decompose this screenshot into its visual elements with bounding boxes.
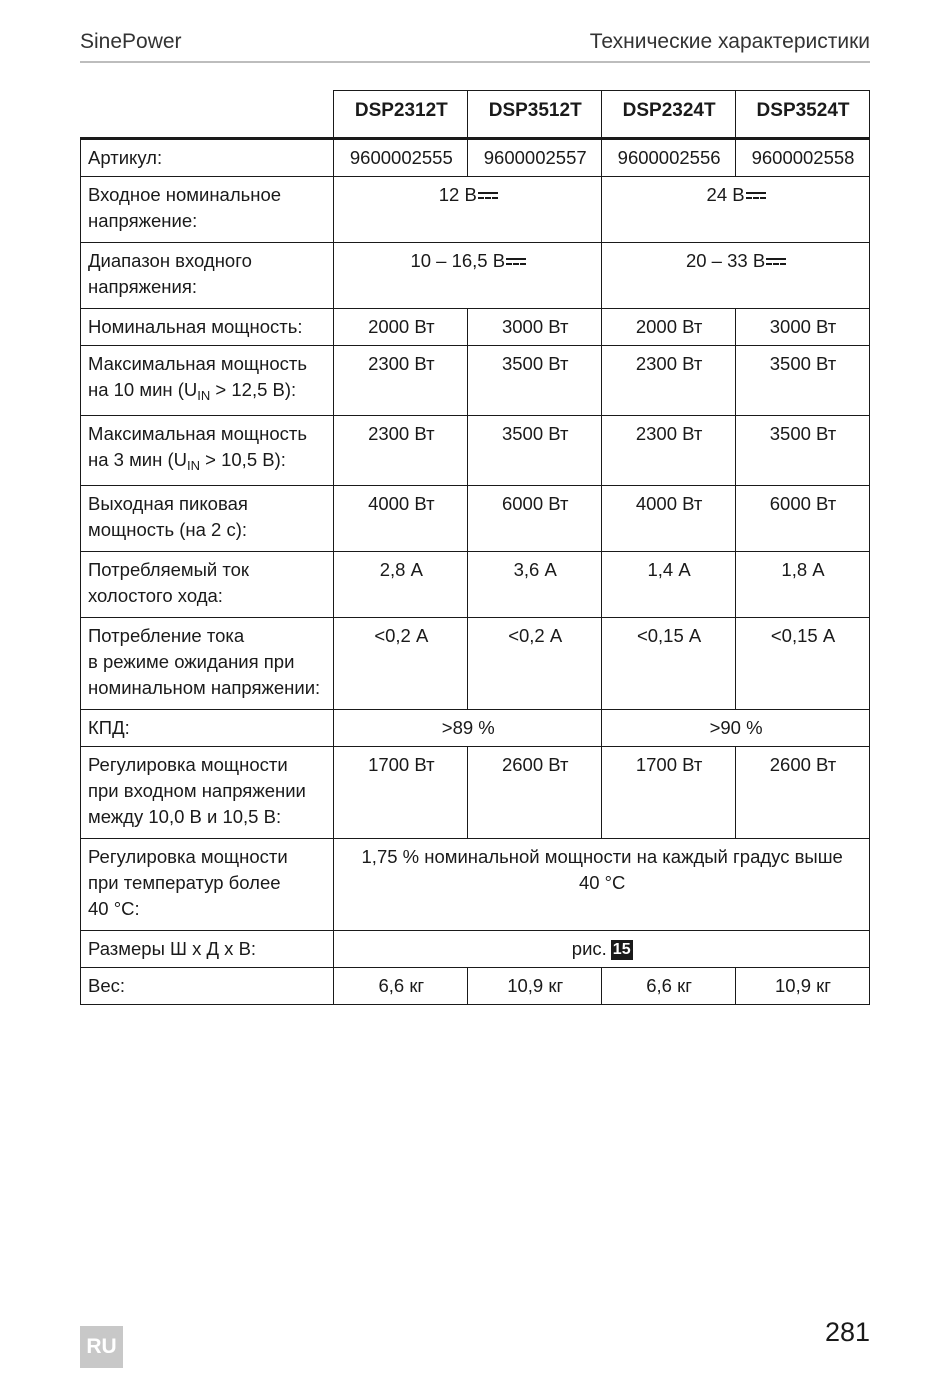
table-row [81, 552, 870, 618]
table-cell: <0,2 А [468, 618, 602, 710]
table-cell: 6,6 кг [334, 968, 468, 1005]
row-label-line: > 12,5 В): [210, 379, 297, 400]
table-cell: 2300 Вт [602, 346, 736, 416]
table-cell: 2300 Вт [602, 416, 736, 486]
model-header: DSP2324T [602, 91, 736, 139]
table-cell: 2600 Вт [736, 747, 870, 839]
row-label-line: Выходная пиковая [88, 493, 248, 514]
dc-voltage-icon [766, 257, 786, 267]
cell-text: 10 – 16,5 В [410, 250, 506, 271]
model-header: DSP3512T [468, 91, 602, 139]
table-cell [334, 243, 602, 309]
page-number: 281 [824, 1317, 870, 1347]
table-row [81, 177, 870, 243]
table-cell: <0,2 А [334, 618, 468, 710]
row-label [81, 346, 334, 416]
table-cell: 6000 Вт [736, 486, 870, 552]
row-label-line: напряжения: [88, 276, 197, 297]
row-label-line: напряжение: [88, 210, 198, 231]
table-row [81, 486, 870, 552]
table-cell: 3000 Вт [736, 309, 870, 346]
table-cell [334, 839, 870, 931]
header-empty-cell [81, 91, 334, 139]
table-cell: 2600 Вт [468, 747, 602, 839]
table-cell: 10,9 кг [468, 968, 602, 1005]
table-cell: 10,9 кг [736, 968, 870, 1005]
cell-text: 1,75 % номинальной мощности на каждый градус выше [361, 846, 843, 867]
spec-table [80, 90, 870, 1005]
row-label-line: Регулировка мощности [88, 754, 288, 775]
table-cell: >90 % [602, 710, 870, 747]
figure-reference[interactable]: 15 [612, 941, 631, 958]
language-badge: RU [80, 1326, 123, 1368]
table-row [81, 139, 870, 177]
table-cell: 2300 Вт [334, 416, 468, 486]
table-cell: 2,8 А [334, 552, 468, 618]
table-row [81, 416, 870, 486]
row-label: Артикул: [81, 139, 334, 177]
table-row [81, 931, 870, 968]
row-label-line: Максимальная мощность [88, 353, 307, 374]
table-cell: 3500 Вт [736, 416, 870, 486]
table-cell: 9600002556 [602, 139, 736, 177]
dc-voltage-icon [478, 191, 498, 201]
header-divider [80, 61, 870, 63]
table-cell: 9600002555 [334, 139, 468, 177]
table-cell: 1700 Вт [334, 747, 468, 839]
row-label [81, 747, 334, 839]
row-label [81, 839, 334, 931]
row-label-line: Потребление тока [88, 625, 245, 646]
table-cell: 3500 Вт [468, 346, 602, 416]
row-label [81, 552, 334, 618]
cell-text: 40 °C [578, 872, 626, 893]
subscript: IN [197, 388, 211, 403]
table-cell: 3500 Вт [736, 346, 870, 416]
row-label [81, 243, 334, 309]
table-cell [334, 931, 870, 968]
table-cell: 6000 Вт [468, 486, 602, 552]
table-cell: 4000 Вт [334, 486, 468, 552]
table-row [81, 968, 870, 1005]
table-cell: 9600002557 [468, 139, 602, 177]
table-cell [334, 177, 602, 243]
dc-voltage-icon [506, 257, 526, 267]
table-cell: 2300 Вт [334, 346, 468, 416]
row-label-line: 40 °C: [88, 898, 140, 919]
table-row [81, 839, 870, 931]
row-label-line: Максимальная мощность [88, 423, 307, 444]
row-label-line: > 10,5 В): [200, 449, 286, 470]
table-cell: 3500 Вт [468, 416, 602, 486]
row-label-line: Входное номинальное [88, 184, 282, 205]
table-cell: 9600002558 [736, 139, 870, 177]
table-cell: 3,6 А [468, 552, 602, 618]
table-row [81, 346, 870, 416]
header-title: SinePower [80, 30, 182, 53]
row-label: Номинальная мощность: [81, 309, 334, 346]
table-cell: <0,15 А [736, 618, 870, 710]
cell-text: 20 – 33 В [685, 250, 766, 271]
row-label [81, 416, 334, 486]
row-label: КПД: [81, 710, 334, 747]
row-label-line: при входном напряжении [88, 780, 306, 801]
subscript: IN [187, 458, 201, 473]
row-label [81, 618, 334, 710]
cell-text: 24 В [706, 184, 745, 205]
row-label-line: мощность (на 2 с): [88, 519, 248, 540]
row-label-line: Диапазон входного [88, 250, 252, 271]
table-cell: 4000 Вт [602, 486, 736, 552]
table-row [81, 243, 870, 309]
model-header: DSP3524T [736, 91, 870, 139]
table-cell [602, 177, 870, 243]
table-row [81, 747, 870, 839]
table-header-row [81, 91, 870, 139]
model-header: DSP2312T [334, 91, 468, 139]
table-cell: >89 % [334, 710, 602, 747]
table-cell: 3000 Вт [468, 309, 602, 346]
row-label [81, 486, 334, 552]
table-row [81, 710, 870, 747]
row-label-line: между 10,0 В и 10,5 В: [88, 806, 282, 827]
table-cell: <0,15 А [602, 618, 736, 710]
cell-text: рис. [571, 938, 607, 959]
row-label-line: на 10 мин (U [88, 379, 198, 400]
row-label-line: при температур более [88, 872, 281, 893]
row-label: Вес: [81, 968, 334, 1005]
row-label: Размеры Ш x Д x В: [81, 931, 334, 968]
row-label-line: номинальном напряжении: [88, 677, 321, 698]
row-label-line: холостого хода: [88, 585, 223, 606]
row-label-line: Регулировка мощности [88, 846, 288, 867]
cell-text: 12 В [438, 184, 477, 205]
table-cell: 1,8 А [736, 552, 870, 618]
table-row [81, 309, 870, 346]
table-cell: 2000 Вт [602, 309, 736, 346]
row-label-line: Потребляемый ток [88, 559, 250, 580]
row-label-line: в режиме ожидания при [88, 651, 295, 672]
row-label [81, 177, 334, 243]
section-title: Технические характеристики [589, 30, 870, 53]
table-row [81, 618, 870, 710]
table-cell: 2000 Вт [334, 309, 468, 346]
table-cell: 1,4 А [602, 552, 736, 618]
dc-voltage-icon [746, 191, 766, 201]
table-cell [602, 243, 870, 309]
table-cell: 1700 Вт [602, 747, 736, 839]
table-cell: 6,6 кг [602, 968, 736, 1005]
row-label-line: на 3 мин (U [88, 449, 188, 470]
